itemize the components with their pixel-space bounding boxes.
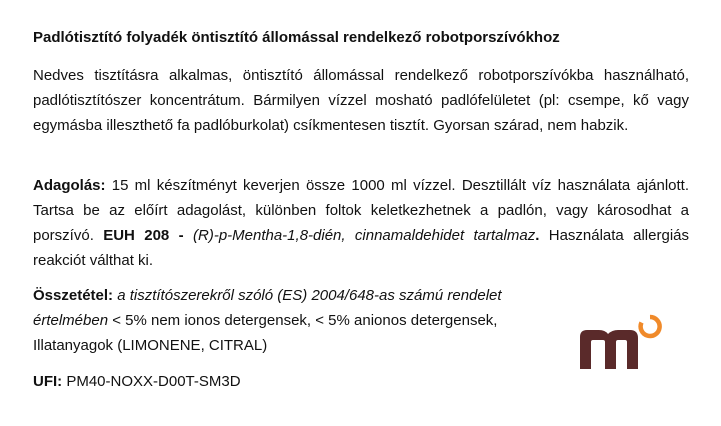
description-paragraph <box>33 63 689 138</box>
brand-logo <box>578 313 662 373</box>
brand-logo-m-letter <box>580 330 638 369</box>
description-text: Nedves tisztításra alkalmas, öntisztító állomással rendelkező robotporszívókba használható, padlótisztítószer koncentrátum. Bármilyen vízzel mosható padlófelületet (pl: csempe, kő vagy egymásba illeszthető fa padlóburkolat) csíkmentesen tisztít. Gyorsan szárad, nem habzik. <box>33 67 689 134</box>
euh-dot: . <box>535 227 540 244</box>
ufi-paragraph <box>33 369 433 394</box>
dosage-text: 15 ml készítményt keverjen össze 1000 ml vízzel. Desztillált víz használata ajánlott. Tartsa be az előírt adagolást, különben foltok keletkezhetnek a padlón, vagy károsodhat a porszívó. <box>33 177 689 244</box>
brand-logo-accent-ring <box>641 317 660 336</box>
dosage-label: Adagolás: <box>33 177 106 194</box>
euh-code: EUH 208 - <box>103 227 184 244</box>
dosage-paragraph <box>33 173 689 273</box>
ufi-label: UFI: <box>33 373 63 390</box>
composition-regulation: a tisztítószerekről szóló (ES) 2004/648-as számú rendelet értelmében <box>33 287 502 329</box>
euh-text: (R)-p-Mentha-1,8-dién, cinnamaldehidet tartalmaz <box>183 227 536 244</box>
composition-label: Összetétel: <box>33 287 114 304</box>
ufi-code: PM40-NOXX-D00T-SM3D <box>62 373 241 390</box>
allergy-warning: Használata allergiás reakciót válthat ki. <box>33 227 689 269</box>
composition-ingredients: < 5% nem ionos detergensek, < 5% anionos detergensek, Illatanyagok (LIMONENE, CITRAL) <box>33 312 498 354</box>
label-title: Padlótisztító folyadék öntisztító állomással rendelkező robotporszívókhoz <box>33 29 560 46</box>
composition-paragraph <box>33 283 563 358</box>
